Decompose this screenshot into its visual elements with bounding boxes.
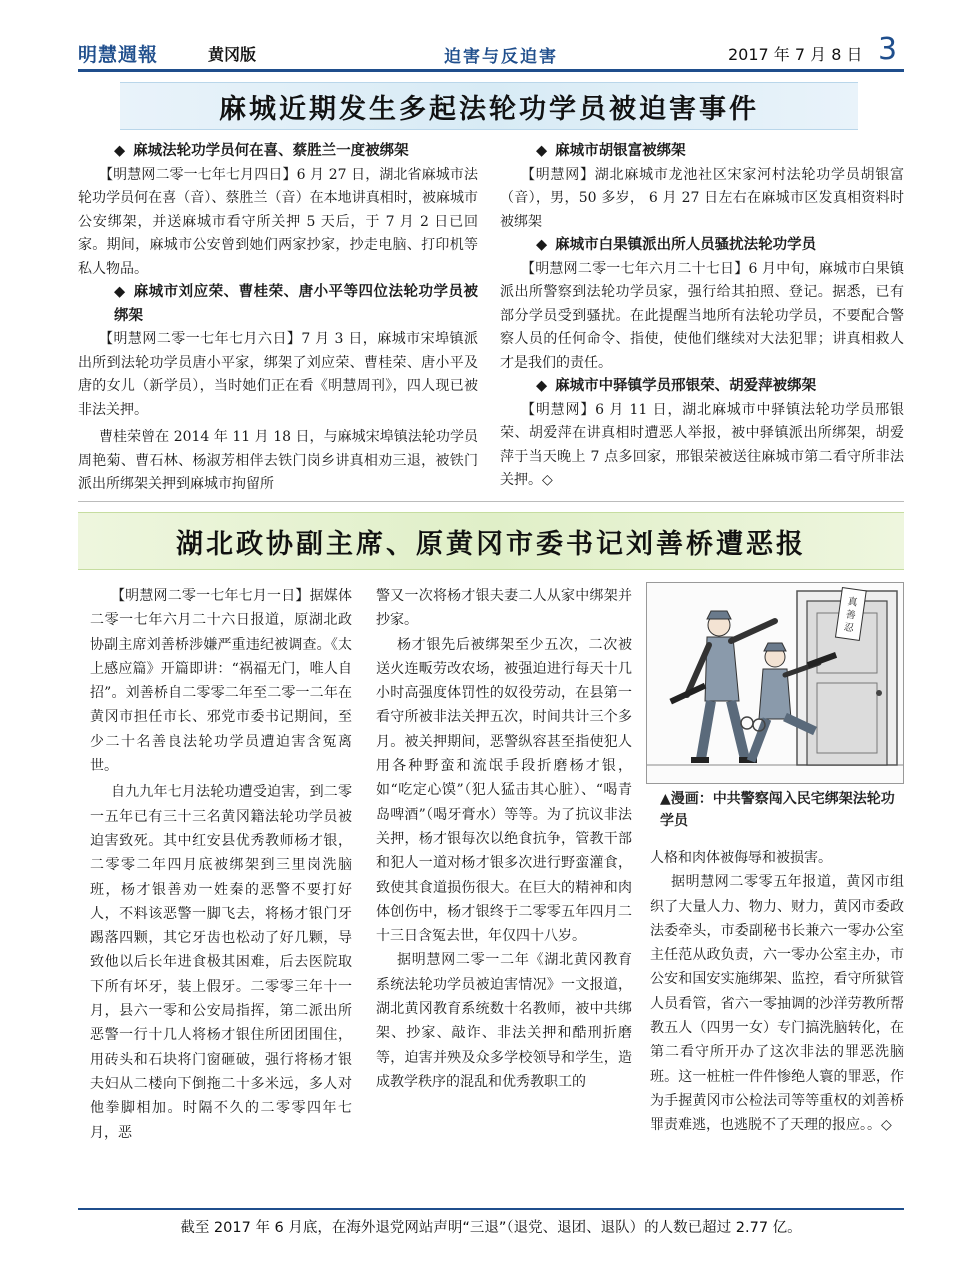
article1-headline: 麻城近期发生多起法轮功学员被迫害事件: [219, 93, 759, 125]
diamond-bullet-icon: ◆: [536, 378, 548, 394]
item2-title: ◆ 麻城市刘应荣、曹桂荣、唐小平等四位法轮功学员被绑架: [78, 281, 478, 328]
edition-label: 黄冈版: [208, 45, 257, 64]
article2-col1-paragraph-1: 【明慧网二零一七年七月一日】据媒体二零一七年六月二十六日报道，原湖北政协副主席刘善桥涉嫌严重违纪被调查。《太上感应篇》开篇即讲：“祸福无门，唯人自招”。刘善桥自二零零二年至二零一二年在黄冈市担任市长、邪党市委书记期间，至少二十名善良法轮功学员遭迫害含冤离世。: [90, 588, 352, 775]
item1-title: ◆ 麻城法轮功学员何在喜、蔡胜兰一度被绑架: [78, 140, 478, 164]
article1-left-column: [78, 140, 478, 497]
article1-headline-banner: [120, 82, 858, 130]
masthead: [78, 32, 904, 68]
diamond-bullet-icon: ◆: [536, 237, 548, 253]
item5-title: ◆ 麻城市中驿镇学员邢银荣、胡爱萍被绑架: [500, 375, 904, 399]
item2-paragraph-2: 曹桂荣曾在 2014 年 11 月 18 日，与麻城宋埠镇法轮功学员周艳菊、曹石林、杨淑芳相伴去铁门岗乡讲真相劝三退，被铁门派出所绑架关押到麻城市拘留所: [78, 429, 478, 492]
item4-paragraph: 【明慧网二零一七年六月二十七日】6 月中旬，麻城市白果镇派出所警察到法轮功学员家，强行给其拍照、登记。据悉，已有部分学员受到骚扰。在此提醒当地所有法轮功学员，不要配合警察人员的任何命令、指使，使他们继续对大法犯罪；讲真相救人才是我们的责任。: [500, 260, 904, 371]
article2-col3-paragraph-2: 据明慧网二零零五年报道，黄冈市组织了大量人力、物力、财力，黄冈市委政法委牵头，市委副秘书长兼六一零办公室主任范从政负责，六一零办公室主办，市公安和国安实施绑架、监控，看守所狱管人员看管，省六一零抽调的沙洋劳教所帮教五人（四男一女）专门搞洗脑转化，在第二看守所开办了这次非法的罪恶洗脑班。这一桩桩一件件惨绝人寰的罪恶，作为手握黄冈市公检法司等等重权的刘善桥罪责难逃，也逃脱不了天理的报应。。◇: [650, 874, 904, 1134]
newspaper-logo: 明慧週報: [78, 44, 159, 66]
sign-char-3: 忍: [843, 622, 855, 635]
diamond-bullet-icon: ◆: [536, 143, 548, 159]
item1-paragraph: 【明慧网二零一七年七月四日】6 月 27 日，湖北省麻城市法轮功学员何在喜（音）、蔡胜兰（音）在本地讲真相时，被麻城市公安绑架，并送麻城市看守所关押 5 天后，于 7 月 2 日已回家。期间，麻城市公安曾到她们两家抄家，抄走电脑、打印机等私人物品。: [78, 166, 478, 277]
article2-headline: 湖北政协副主席、原黄冈市委书记刘善桥遭恶报: [176, 528, 806, 560]
article2-col2-paragraph-3: 据明慧网二零一二年《湖北黄冈教育系统法轮功学员被迫害情况》一文报道，湖北黄冈教育系统数十名教师，被中共绑架、抄家、敲诈、非法关押和酷刑折磨等，迫害并殃及众多学校领导和学生，造成教学秩序的混乱和优秀教职工的: [376, 952, 632, 1090]
masthead-rule: [78, 69, 904, 72]
article2-col1-paragraph-2: 自九九年七月法轮功遭受迫害，到二零一五年已有三十三名黄冈籍法轮功学员被迫害致死。其中红安县优秀教师杨才银，二零零二年四月底被绑架到三里岗洗脑班，杨才银善劝一姓秦的恶警不要打好人，不料该恶警一脚飞去，将杨才银门牙踢落四颗，其它牙齿也松动了好几颗，导致他以后长年进食极其困难，后去医院取下所有坏牙，装上假牙。二零零三年十一月，县六一零和公安局指挥，第二派出所恶警一行十几人将杨才银住所团团围住，用砖头和石块将门窗砸破，强行将杨才银夫妇从二楼向下倒拖二十多米远，多人对他拳脚相加。时隔不久的二零零四年七月，恶: [90, 784, 352, 1141]
sign-char-1: 真: [846, 596, 859, 609]
article2-column-2: [376, 584, 632, 1094]
item3-paragraph: 【明慧网】湖北麻城市龙池社区宋家河村法轮功学员胡银富（音），男，50 多岁， 6 月 27 日左右在麻城市区发真相资料时被绑架: [500, 166, 904, 230]
article2-col2-paragraph-2: 杨才银先后被绑架至少五次，二次被送火连畈劳改农场，被强迫进行每天十几小时高强度体罚性的奴役劳动，在县第一看守所被非法关押五次，时间共计三个多月。被关押期间，恶警纵容甚至指使犯人用各种野蛮和流氓手段折磨杨才银，如“吃定心馍”（犯人猛击其心脏）、“喝青岛啤酒”（喝牙膏水）等等。为了抗议非法关押，杨才银每次以绝食抗争，管教干部和犯人一道对杨才银多次进行野蛮灌食，致使其食道损伤很大。在巨大的精神和肉体创伤中，杨才银终于二零零五年四月二十三日含冤去世，年仅四十八岁。: [376, 636, 632, 945]
sign-char-2: 善: [844, 609, 857, 622]
diamond-bullet-icon: ◆: [114, 143, 126, 159]
section-divider: [78, 501, 904, 502]
article2-headline-banner: [78, 512, 904, 570]
item4-title: ◆ 麻城市白果镇派出所人员骚扰法轮功学员: [500, 234, 904, 258]
diamond-bullet-icon: ◆: [114, 284, 126, 300]
article2-col2-paragraph-1: 警又一次将杨才银夫妻二人从家中绑架并抄家。: [376, 588, 632, 629]
cartoon-caption: ▲漫画：中共警察闯入民宅绑架法轮功学员: [660, 791, 895, 829]
article1-right-column: [500, 140, 904, 493]
issue-date: 2017 年 7 月 8 日: [728, 45, 863, 64]
article2-col3-paragraph-1: 人格和肉体被侮辱和被损害。: [650, 850, 832, 866]
article2-column-3: [650, 846, 904, 1138]
item3-title: ◆ 麻城市胡银富被绑架: [500, 140, 904, 164]
article2-column-1: [90, 584, 352, 1145]
police-raid-cartoon: [647, 583, 904, 784]
footer-notice: 截至 2017 年 6 月底，在海外退党网站声明“三退”（退党、退团、退队）的人数已超过 2.77 亿。: [78, 1208, 904, 1237]
item2-paragraph-1: 【明慧网二零一七年七月六日】7 月 3 日，麻城市宋埠镇派出所到法轮功学员唐小平家，绑架了刘应荣、曹桂荣、唐小平及唐的女儿（新学员），当时她们正在看《明慧周刊》，四人现已被非法关押。: [78, 331, 478, 418]
page-number: 3: [878, 32, 898, 67]
section-title: 迫害与反迫害: [444, 47, 558, 67]
item5-paragraph: 【明慧网】6 月 11 日，湖北麻城市中驿镇法轮功学员邢银荣、胡爱萍在讲真相时遭恶人举报，被中驿镇派出所绑架，胡爱萍于当天晚上 7 点多回家，邢银荣被送往麻城市第二看守所非法关押。◇: [500, 401, 904, 488]
cartoon-illustration: [646, 582, 904, 784]
